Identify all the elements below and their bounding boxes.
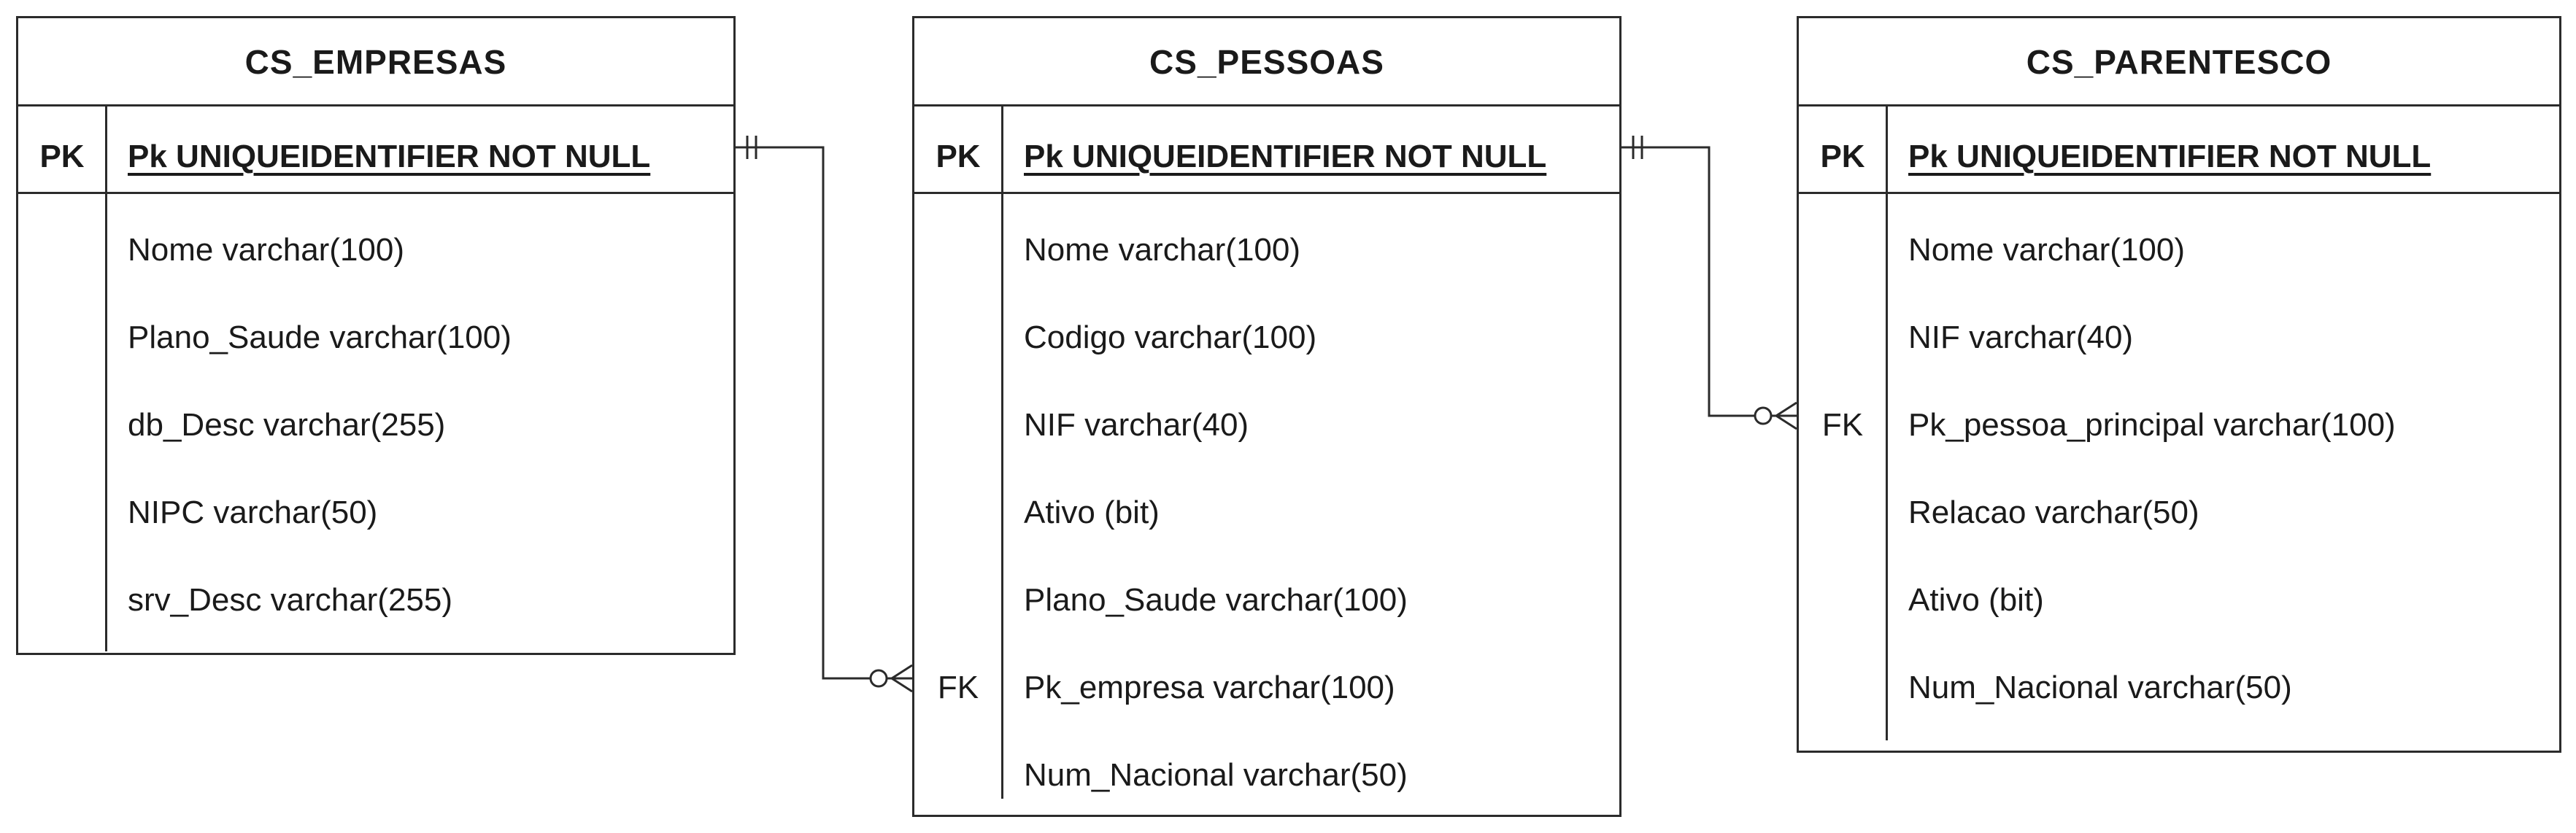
field-row: Plano_Saude varchar(100) bbox=[128, 319, 512, 355]
pk-label: PK bbox=[936, 139, 981, 174]
field-row: Pk_empresa varchar(100) bbox=[1024, 670, 1395, 705]
entity-title: CS_PARENTESCO bbox=[2026, 43, 2332, 81]
field-row: Plano_Saude varchar(100) bbox=[1024, 582, 1408, 618]
crowfoot-marker bbox=[1776, 416, 1797, 429]
field-row: NIF varchar(40) bbox=[1024, 407, 1249, 443]
field-row: Nome varchar(100) bbox=[1908, 232, 2186, 268]
relationship-empresas-pessoas bbox=[736, 136, 912, 691]
field-row: NIF varchar(40) bbox=[1908, 319, 2134, 355]
relationship-pessoas-parentesco bbox=[1621, 136, 1797, 429]
pk-label: PK bbox=[1820, 139, 1865, 174]
field-row: Nome varchar(100) bbox=[1024, 232, 1301, 268]
field-row: Num_Nacional varchar(50) bbox=[1908, 670, 2292, 705]
field-row: Nome varchar(100) bbox=[128, 232, 405, 268]
zero-circle-marker bbox=[1755, 408, 1771, 424]
field-row: Ativo (bit) bbox=[1908, 582, 2044, 618]
pk-field: Pk UNIQUEIDENTIFIER NOT NULL bbox=[1024, 139, 1547, 174]
entity-title: CS_EMPRESAS bbox=[244, 43, 507, 81]
field-row: NIPC varchar(50) bbox=[128, 495, 378, 530]
relationship-line bbox=[1621, 147, 1797, 416]
crowfoot-marker bbox=[892, 665, 912, 678]
fk-label: FK bbox=[937, 670, 979, 705]
relationship-line bbox=[736, 147, 912, 678]
field-row: Ativo (bit) bbox=[1024, 495, 1160, 530]
pk-label: PK bbox=[39, 139, 85, 174]
crowfoot-marker bbox=[892, 678, 912, 691]
field-row: Pk_pessoa_principal varchar(100) bbox=[1908, 407, 2396, 443]
entity-title: CS_PESSOAS bbox=[1149, 43, 1384, 81]
zero-circle-marker bbox=[871, 670, 887, 686]
field-row: db_Desc varchar(255) bbox=[128, 407, 446, 443]
fk-label: FK bbox=[1821, 407, 1864, 443]
field-row: Relacao varchar(50) bbox=[1908, 495, 2199, 530]
crowfoot-marker bbox=[1776, 403, 1797, 416]
pk-field: Pk UNIQUEIDENTIFIER NOT NULL bbox=[1908, 139, 2432, 174]
field-row: Num_Nacional varchar(50) bbox=[1024, 757, 1408, 793]
pk-field: Pk UNIQUEIDENTIFIER NOT NULL bbox=[128, 139, 651, 174]
field-row: srv_Desc varchar(255) bbox=[128, 582, 453, 618]
field-row: Codigo varchar(100) bbox=[1024, 319, 1317, 355]
